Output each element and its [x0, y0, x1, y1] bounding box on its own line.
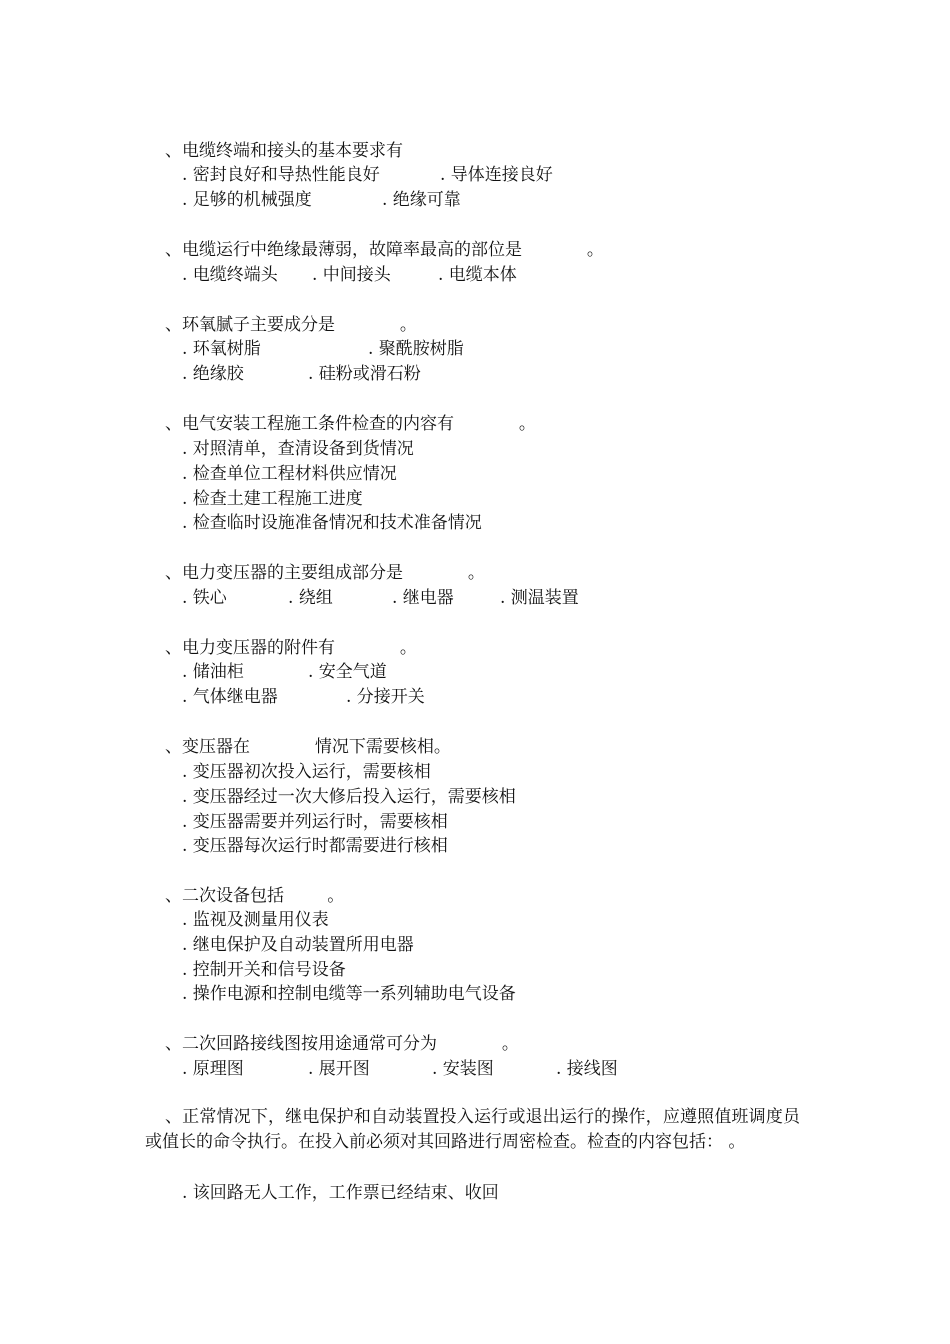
option-c: . 绝缘胶 [182, 363, 244, 384]
option-list [182, 1057, 618, 1082]
option-a: . 储油柜 [182, 662, 244, 682]
option-c: . 变压器需要并列运行时，需要核相 [182, 811, 448, 832]
option-d: . 检查临时设施准备情况和技术准备情况 [182, 513, 482, 534]
option-b: . 聚酰胺树脂 [368, 339, 464, 359]
option-c: . 检查土建工程施工进度 [182, 488, 363, 509]
option-c: . 足够的机械强度 [182, 189, 312, 210]
option-list [182, 586, 579, 611]
option-a: . 电缆终端头 [182, 265, 278, 285]
option-c: . 气体继电器 [182, 686, 278, 707]
question-stem-paragraph: 、正常情况下，继电保护和自动装置投入运行或退出运行的操作，应遵照值班调度员或值长的命令执行。在投入前必须对其回路进行周密检查。检查的内容包括： 。 [145, 1107, 800, 1152]
option-c: . 控制开关和信号设备 [182, 959, 346, 980]
option-a: . 对照清单，查清设备到货情况 [182, 439, 414, 459]
option-d: . 接线图 [556, 1059, 618, 1079]
option-c: . 继电器 [392, 588, 454, 608]
option-b: . 检查单位工程材料供应情况 [182, 463, 397, 484]
option-b: . 安全气道 [308, 662, 387, 682]
option-b: . 绕组 [288, 588, 333, 608]
option-c: . 电缆本体 [438, 265, 517, 285]
option-b: . 继电保护及自动装置所用电器 [182, 934, 414, 955]
option-a: . 密封良好和导热性能良好 [182, 165, 380, 185]
option-a: . 铁心 [182, 588, 227, 608]
option-a: . 变压器初次投入运行，需要核相 [182, 762, 431, 782]
option-d: . 测温装置 [500, 588, 579, 608]
option-d: . 变压器每次运行时都需要进行核相 [182, 836, 448, 857]
option-a: . 环氧树脂 [182, 339, 261, 359]
question-stem: 、环氧腻子主要成分是 。 [165, 315, 417, 335]
option-b: . 导体连接良好 [440, 165, 553, 185]
question-stem: 、二次回路接线图按用途通常可分为 。 [165, 1034, 519, 1054]
option-d: . 硅粉或滑石粉 [308, 363, 421, 384]
question-stem: 、电力变压器的附件有 。 [165, 638, 417, 658]
option-d: . 分接开关 [346, 686, 425, 707]
option-a: . 该回路无人工作，工作票已经结束、收回 [182, 1183, 499, 1203]
question-stem: 、电力变压器的主要组成部分是 。 [165, 563, 485, 583]
option-c: . 安装图 [432, 1059, 494, 1079]
option-list [182, 660, 425, 710]
option-list [182, 263, 517, 288]
option-list [182, 337, 464, 387]
option-b: . 展开图 [308, 1059, 370, 1079]
option-b: . 变压器经过一次大修后投入运行，需要核相 [182, 786, 516, 807]
option-a: . 监视及测量用仪表 [182, 910, 329, 930]
question-stem: 、二次设备包括 。 [165, 886, 345, 906]
option-a: . 原理图 [182, 1059, 244, 1079]
question-stem: 、变压器在 情况下需要核相。 [165, 737, 451, 757]
option-d: . 操作电源和控制电缆等一系列辅助电气设备 [182, 984, 516, 1005]
question-stem: 、电缆终端和接头的基本要求有 [165, 141, 403, 161]
option-d: . 绝缘可靠 [382, 189, 461, 210]
option-b: . 中间接头 [312, 265, 391, 285]
question-stem: 、电气安装工程施工条件检查的内容有 。 [165, 414, 536, 434]
question-stem: 、电缆运行中绝缘最薄弱，故障率最高的部位是 。 [165, 240, 604, 260]
option-list [182, 163, 553, 213]
